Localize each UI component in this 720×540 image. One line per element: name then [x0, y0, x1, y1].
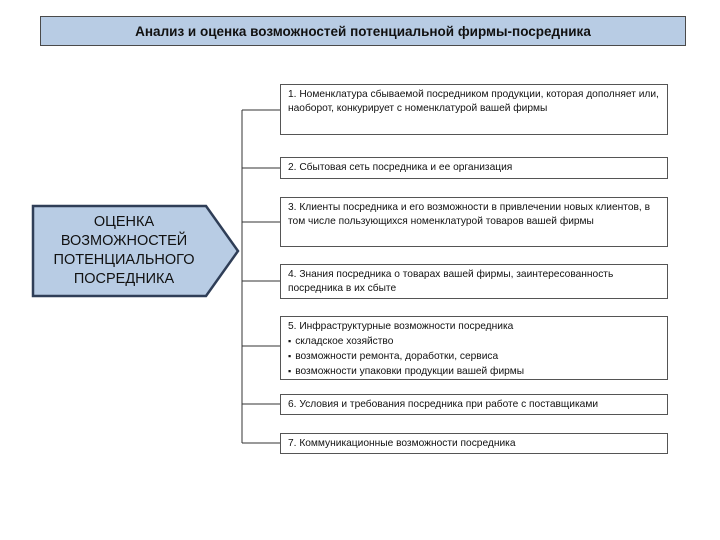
- factor-box-3: [280, 197, 668, 247]
- factor-text: 6. Условия и требования посредника при работе с поставщиками: [288, 399, 599, 410]
- factor-box-4: [280, 264, 668, 299]
- main-concept-label: ОЦЕНКА ВОЗМОЖНОСТЕЙ ПОТЕНЦИАЛЬНОГО ПОСРЕДНИКА: [53, 214, 195, 287]
- bullet-item: ▪ возможности ремонта, доработки, сервиса: [288, 349, 661, 364]
- factor-box-1: [280, 84, 668, 135]
- factor-box-7: [280, 433, 668, 454]
- diagram-title: Анализ и оценка возможностей потенциальной фирмы-посредника: [40, 16, 686, 46]
- factor-box-5: [280, 316, 668, 380]
- factor-box-2: [280, 157, 668, 179]
- factor-text: 7. Коммуникационные возможности посредника: [288, 438, 516, 449]
- factor-text: 1. Номенклатура сбываемой посредником продукции, которая дополняет или, наоборот, конкурирует с номенклатурой вашей фирмы: [288, 89, 659, 114]
- bullet-item: ▪ складское хозяйство: [288, 334, 661, 349]
- factor-text: 3. Клиенты посредника и его возможности в привлечении новых клиентов, в том числе пользующихся номенклатурой товаров вашей фирмы: [288, 202, 650, 227]
- factor-bullet-list: [288, 334, 661, 379]
- factor-box-6: [280, 394, 668, 415]
- factor-text: 2. Сбытовая сеть посредника и ее организация: [288, 162, 513, 173]
- bullet-item: ▪ возможности упаковки продукции вашей фирмы: [288, 364, 661, 379]
- factor-text: 4. Знания посредника о товарах вашей фирмы, заинтересованность посредника в их сбыте: [288, 269, 614, 294]
- factor-text: 5. Инфраструктурные возможности посредника: [288, 321, 514, 332]
